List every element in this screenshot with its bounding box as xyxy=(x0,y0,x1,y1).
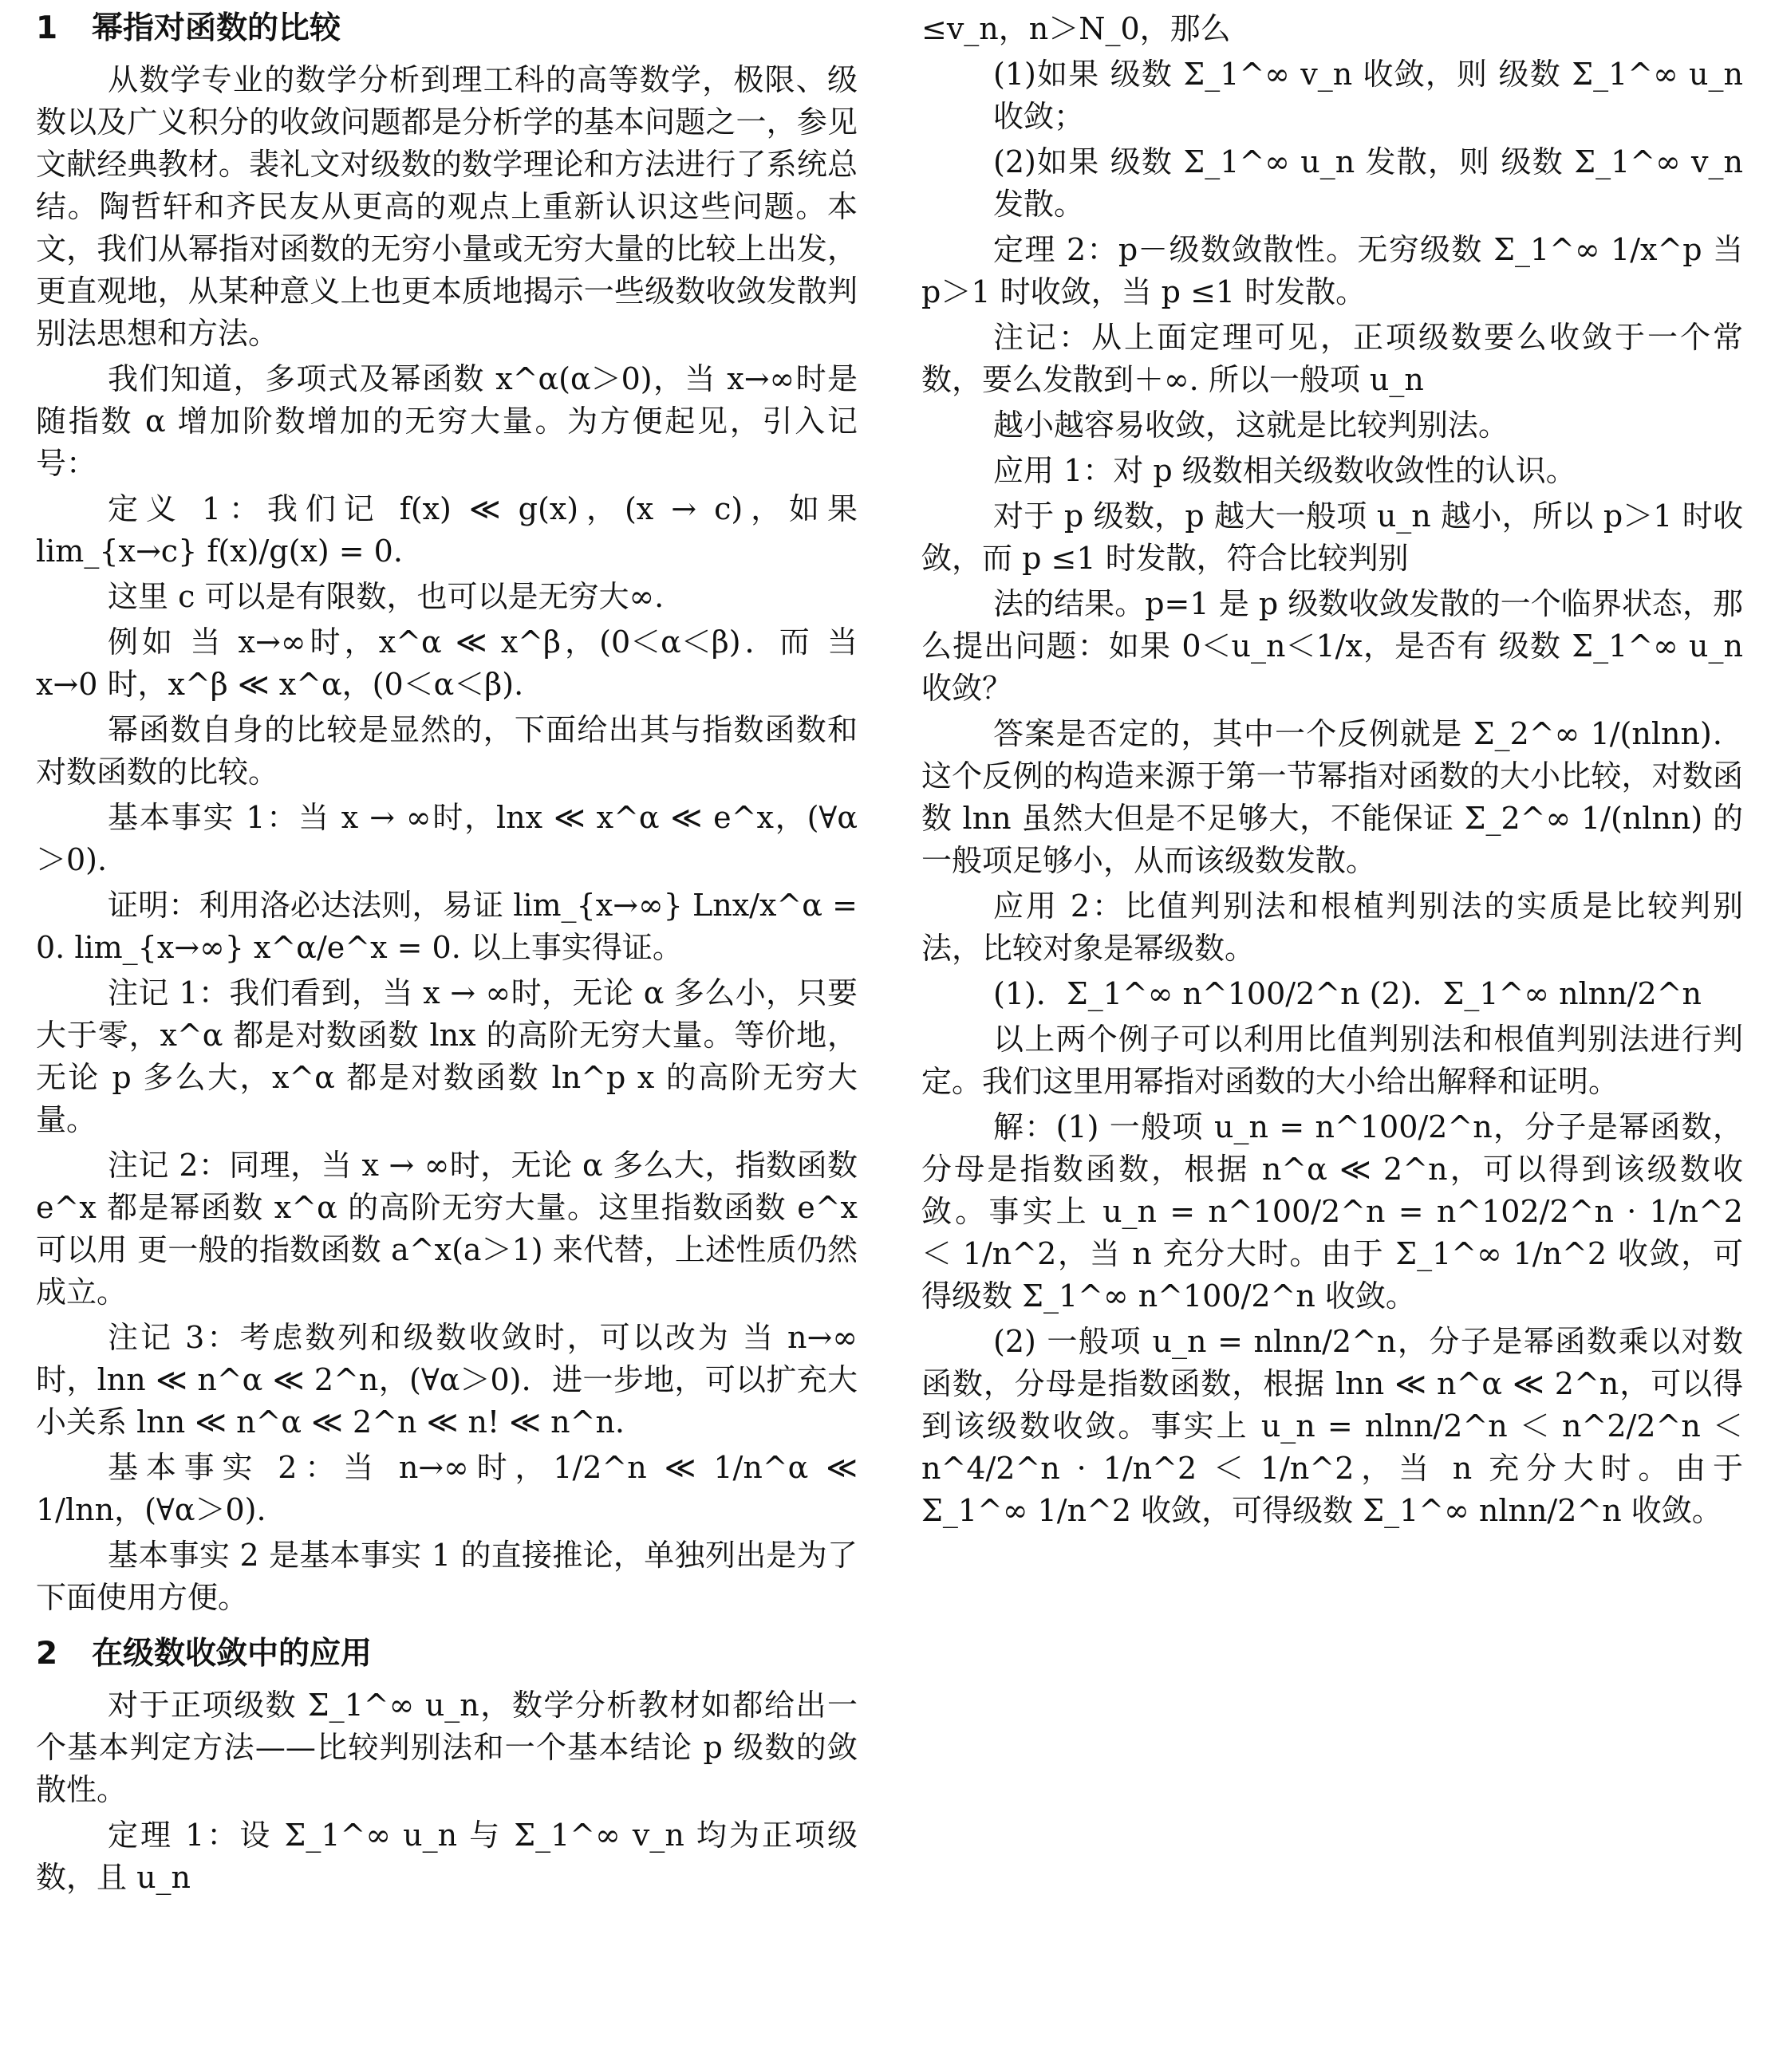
paragraph: 基本事实 2 是基本事实 1 的直接推论，单独列出是为了下面使用方便。 xyxy=(36,1538,858,1615)
paragraph: 这里 c 可以是有限数，也可以是无穷大∞. xyxy=(108,579,665,614)
paragraph: 答案是否定的，其中一个反例就是 Σ_2^∞ 1/(nlnn)．这个反例的构造来源于第一节幂指对函数的大小比较，对数函数 lnn 虽然大但是不足够大，不能保证 Σ_2^∞ 1/(nlnn) 的一般项足够小，从而该级数发散。 xyxy=(921,716,1743,878)
remark: 注记：从上面定理可见，正项级数要么收敛于一个常数，要么发散到＋∞. 所以一般项 u_n xyxy=(921,320,1743,397)
examples: (1)．Σ_1^∞ n^100/2^n (2)．Σ_1^∞ nlnn/2^n xyxy=(993,976,1702,1011)
paragraph: 越小越容易收敛，这就是比较判别法。 xyxy=(993,408,1509,443)
theorem-1-item-1: (1)如果 级数 Σ_1^∞ v_n 收敛，则 级数 Σ_1^∞ u_n 收敛； xyxy=(993,57,1743,134)
paragraph: 对于 p 级数，p 越大一般项 u_n 越小，所以 p＞1 时收敛，而 p ≤1 时发散，符合比较判别 xyxy=(921,498,1743,576)
section-1-heading xyxy=(36,8,858,49)
paragraph: ≤v_n，n＞N_0，那么 xyxy=(921,11,1231,46)
section-title: 在级数收敛中的应用 xyxy=(92,1636,373,1672)
section-2-heading xyxy=(36,1633,858,1675)
paragraph: 从数学专业的数学分析到理工科的高等数学，极限、级数以及广义积分的收敛问题都是分析学的基本问题之一，参见文献经典教材。裴礼文对级数的数学理论和方法进行了系统总结。陶哲轩和齐民友从更高的观点上重新认识这些问题。本文，我们从幂指对函数的无穷小量或无穷大量的比较上出发，更直观地，从某种意义上也更本质地揭示一些级数收敛发散判别法思想和方法。 xyxy=(36,62,858,351)
section-number: 1 xyxy=(36,10,58,46)
remark-1: 注记 1：我们看到，当 x → ∞时，无论 α 多么小，只要大于零，x^α 都是对数函数 lnx 的高阶无穷大量。等价地，无论 p 多么大，x^α 都是对数函数 ln^p x 的高阶无穷大量。 xyxy=(36,975,858,1137)
definition-1: 定义 1：我们记 f(x) ≪ g(x)，(x → c)，如果 lim_{x→c} f(x)/g(x) = 0. xyxy=(36,491,858,569)
paragraph: 我们知道，多项式及幂函数 x^α(α＞0)，当 x→∞时是随指数 α 增加阶数增加的无穷大量。为方便起见，引入记号： xyxy=(36,361,858,481)
paragraph: 以上两个例子可以利用比值判别法和根值判别法进行判定。我们这里用幂指对函数的大小给出解释和证明。 xyxy=(921,1022,1743,1099)
solution-2: (2) 一般项 u_n = nlnn/2^n，分子是幂函数乘以对数函数，分母是指数函数，根据 lnn ≪ n^α ≪ 2^n，可以得到该级数收敛。事实上 u_n = nlnn/2^n ＜ n^2/2^n ＜ n^4/2^n · 1/n^2 ＜ 1/n^2，当 n 充分大时。由于 Σ_1^∞ 1/n^2 收敛，可得级数 Σ_1^∞ nlnn/2^n 收敛。 xyxy=(921,1324,1743,1528)
paragraph: 例如 当 x→∞时，x^α ≪ x^β，(0＜α＜β)．而 当 x→0 时，x^β ≪ x^α，(0＜α＜β). xyxy=(36,624,858,702)
theorem-1: 定理 1：设 Σ_1^∞ u_n 与 Σ_1^∞ v_n 均为正项级数，且 u_n xyxy=(36,1818,858,1895)
remark-3: 注记 3：考虑数列和级数收敛时，可以改为 当 n→∞时，lnn ≪ n^α ≪ 2^n，(∀α＞0)．进一步地，可以扩充大小关系 lnn ≪ n^α ≪ 2^n ≪ n! ≪ n^n. xyxy=(36,1320,858,1440)
basic-fact-1: 基本事实 1：当 x → ∞时，lnx ≪ x^α ≪ e^x，(∀α＞0). xyxy=(36,800,858,877)
paragraph: 对于正项级数 Σ_1^∞ u_n，数学分析教材如都给出一个基本判定方法——比较判别法和一个基本结论 p 级数的敛散性。 xyxy=(36,1688,858,1807)
left-column xyxy=(36,8,858,1902)
basic-fact-2: 基本事实 2：当 n→∞时，1/2^n ≪ 1/n^α ≪ 1/lnn，(∀α＞0). xyxy=(36,1450,858,1527)
application-1: 应用 1：对 p 级数相关级数收敛性的认识。 xyxy=(993,453,1576,488)
theorem-2: 定理 2：p－级数敛散性。无穷级数 Σ_1^∞ 1/x^p 当 p＞1 时收敛，当 p ≤1 时发散。 xyxy=(921,232,1743,309)
solution-1: 解：(1) 一般项 u_n = n^100/2^n，分子是幂函数，分母是指数函数，根据 n^α ≪ 2^n，可以得到该级数收敛。事实上 u_n = n^100/2^n = n^102/2^n · 1/n^2 ＜ 1/n^2，当 n 充分大时。由于 Σ_1^∞ 1/n^2 收敛，可得级数 Σ_1^∞ n^100/2^n 收敛。 xyxy=(921,1109,1743,1314)
theorem-1-item-2: (2)如果 级数 Σ_1^∞ u_n 发散，则 级数 Σ_1^∞ v_n 发散。 xyxy=(993,144,1743,222)
paragraph: 幂函数自身的比较是显然的，下面给出其与指数函数和对数函数的比较。 xyxy=(36,712,858,790)
application-2: 应用 2：比值判别法和根植判别法的实质是比较判别法，比较对象是幂级数。 xyxy=(921,888,1743,966)
section-number: 2 xyxy=(36,1636,58,1672)
remark-2: 注记 2：同理，当 x → ∞时，无论 α 多么大，指数函数 e^x 都是幂函数 x^α 的高阶无穷大量。这里指数函数 e^x 可以用 更一般的指数函数 a^x(a＞1) 来代替，上述性质仍然成立。 xyxy=(36,1148,858,1310)
paragraph: 法的结果。p=1 是 p 级数收敛发散的一个临界状态，那么提出问题：如果 0＜u_n＜1/x，是否有 级数 Σ_1^∞ u_n 收敛？ xyxy=(921,586,1743,706)
proof: 证明：利用洛必达法则，易证 lim_{x→∞} Lnx/x^α = 0. lim_{x→∞} x^α/e^x = 0. 以上事实得证。 xyxy=(36,888,858,965)
right-column xyxy=(921,8,1743,1535)
section-title: 幂指对函数的比较 xyxy=(92,10,341,46)
